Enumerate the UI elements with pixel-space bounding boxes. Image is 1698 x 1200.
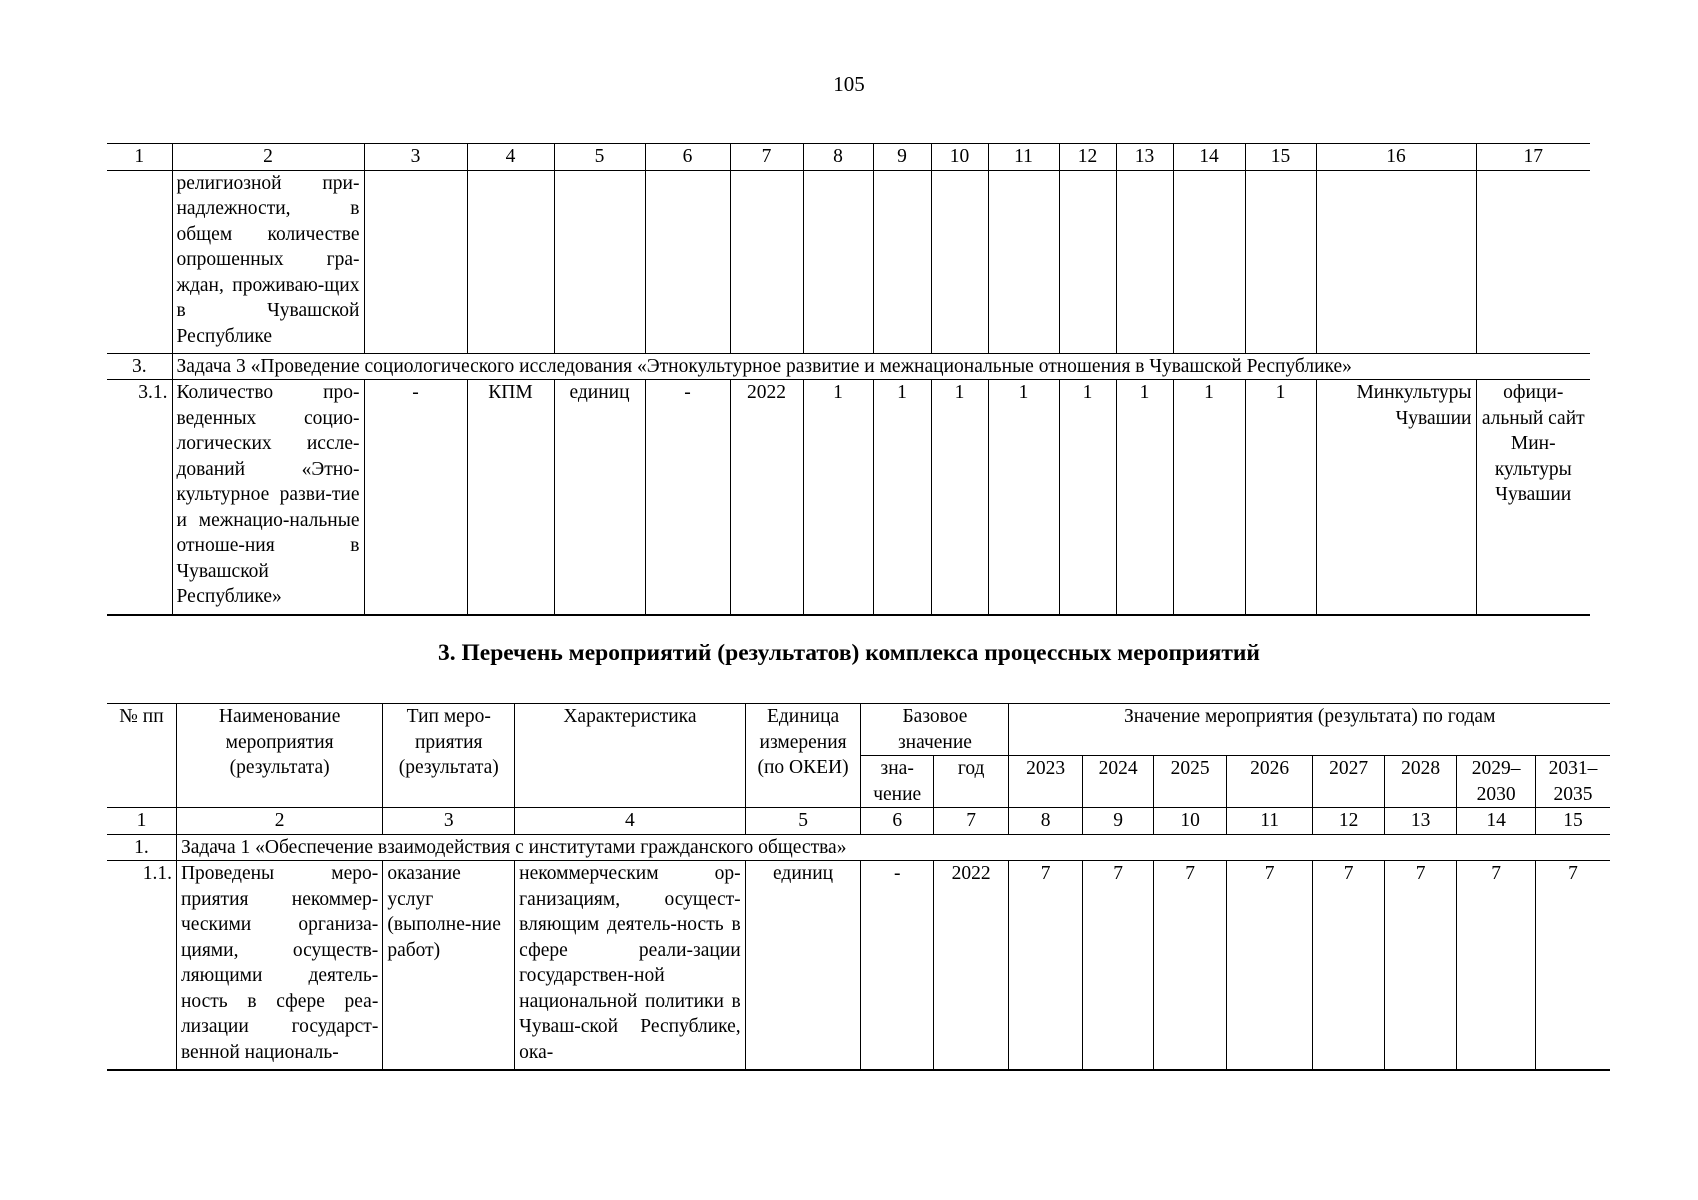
column-number: 14 — [1457, 808, 1536, 835]
indicator-value: 1 — [1116, 380, 1173, 615]
indicator-col3: - — [364, 380, 467, 615]
indicator-number: 3.1. — [107, 380, 172, 615]
page-number: 105 — [833, 72, 865, 96]
activity-row — [107, 861, 1610, 1070]
header-year: 2024 — [1082, 756, 1153, 808]
header-base-year-sub: год — [933, 756, 1009, 808]
indicator-type: КПМ — [467, 380, 554, 615]
section-heading: 3. Перечень мероприятий (результатов) комплекса процессных мероприятий — [438, 640, 1260, 666]
task-number: 1. — [107, 834, 176, 861]
header-year: 2029–2030 — [1457, 756, 1536, 808]
header-values-by-year: Значение мероприятия (результата) по годам — [1009, 704, 1610, 756]
header-year: 2025 — [1154, 756, 1226, 808]
column-number: 13 — [1116, 144, 1173, 171]
activity-value: 7 — [1535, 861, 1610, 1070]
indicators-table — [107, 143, 1590, 616]
column-number: 13 — [1384, 808, 1456, 835]
responsible-executor: Минкультуры Чувашии — [1316, 380, 1476, 615]
activity-value: 7 — [1457, 861, 1536, 1070]
indicator-row — [107, 380, 1590, 615]
indicator-value: 1 — [988, 380, 1059, 615]
column-number: 1 — [107, 144, 172, 171]
information-source: офици-альный сайт Мин-культуры Чувашии — [1476, 380, 1590, 615]
header-year: 2026 — [1226, 756, 1313, 808]
header-unit: Единица измерения (по ОКЕИ) — [745, 704, 861, 808]
activity-value: 7 — [1313, 861, 1384, 1070]
column-number: 1 — [107, 808, 176, 835]
column-number: 9 — [1082, 808, 1153, 835]
column-number-row — [107, 144, 1590, 171]
task-row — [107, 834, 1610, 861]
column-number: 6 — [861, 808, 933, 835]
activity-unit: единиц — [745, 861, 861, 1070]
column-number: 15 — [1535, 808, 1610, 835]
column-number: 12 — [1313, 808, 1384, 835]
column-number: 4 — [515, 808, 746, 835]
column-number: 16 — [1316, 144, 1476, 171]
column-number: 9 — [873, 144, 931, 171]
continued-indicator-row — [107, 170, 1590, 353]
indicator-unit: единиц — [554, 380, 645, 615]
column-number: 10 — [1154, 808, 1226, 835]
column-number: 12 — [1059, 144, 1116, 171]
column-number: 10 — [931, 144, 988, 171]
indicator-value: 1 — [873, 380, 931, 615]
header-year: 2023 — [1009, 756, 1082, 808]
activity-value: 7 — [1082, 861, 1153, 1070]
indicator-value: 1 — [803, 380, 873, 615]
activity-value: 7 — [1154, 861, 1226, 1070]
activity-value: 7 — [1009, 861, 1082, 1070]
indicator-base-year: 2022 — [730, 380, 803, 615]
column-number: 14 — [1173, 144, 1245, 171]
activity-type: оказание услуг (выполне-ние работ) — [383, 861, 515, 1070]
column-number: 17 — [1476, 144, 1590, 171]
activity-number: 1.1. — [107, 861, 176, 1070]
header-row — [107, 704, 1610, 756]
indicator-base-value: - — [645, 380, 730, 615]
column-number: 3 — [383, 808, 515, 835]
column-number: 5 — [745, 808, 861, 835]
header-base-value-sub: зна-чение — [861, 756, 933, 808]
column-number: 5 — [554, 144, 645, 171]
indicator-name-continued: религиозной при-надлежности, в общем количестве опрошенных гра-ждан, проживаю-щих в Чувашской Республике — [172, 170, 364, 353]
task-number: 3. — [107, 353, 172, 380]
column-number-row — [107, 808, 1610, 835]
column-number: 3 — [364, 144, 467, 171]
column-number: 8 — [803, 144, 873, 171]
header-base-value: Базовое значение — [861, 704, 1009, 756]
indicator-name: Количество про-веденных социо-логических иссле-дований «Этно-культурное разви-тие и межнацио-нальные отноше-ния в Чувашской Республике» — [172, 380, 364, 615]
activity-value: 7 — [1384, 861, 1456, 1070]
indicator-value: 1 — [1245, 380, 1316, 615]
column-number: 15 — [1245, 144, 1316, 171]
header-type: Тип меро-приятия (результата) — [383, 704, 515, 808]
activity-value: 7 — [1226, 861, 1313, 1070]
column-number: 7 — [933, 808, 1009, 835]
task-row — [107, 353, 1590, 380]
activity-base-year: 2022 — [933, 861, 1009, 1070]
column-number: 11 — [988, 144, 1059, 171]
header-characteristic: Характеристика — [515, 704, 746, 808]
activities-table — [107, 703, 1610, 1071]
activity-characteristic: некоммерческим ор-ганизациям, осущест-вляющим деятель-ность в сфере реали-зации государствен-ной национальной политики в Чуваш-ской Республике, ока- — [515, 861, 746, 1070]
indicator-value: 1 — [1173, 380, 1245, 615]
column-number: 2 — [176, 808, 382, 835]
column-number: 6 — [645, 144, 730, 171]
activity-name: Проведены меро-приятия некоммер-ческими организа-циями, осуществ-ляющими деятель-ность в сфере реа-лизации государст-венной националь- — [176, 861, 382, 1070]
indicator-value: 1 — [1059, 380, 1116, 615]
indicator-value: 1 — [931, 380, 988, 615]
header-year: 2028 — [1384, 756, 1456, 808]
column-number: 2 — [172, 144, 364, 171]
column-number: 8 — [1009, 808, 1082, 835]
column-number: 4 — [467, 144, 554, 171]
activity-base-value: - — [861, 861, 933, 1070]
header-name: Наименование мероприятия (результата) — [176, 704, 382, 808]
task-text: Задача 1 «Обеспечение взаимодействия с институтами гражданского общества» — [176, 834, 1610, 861]
header-year: 2027 — [1313, 756, 1384, 808]
header-number: № пп — [107, 704, 176, 808]
column-number: 11 — [1226, 808, 1313, 835]
header-year: 2031–2035 — [1535, 756, 1610, 808]
column-number: 7 — [730, 144, 803, 171]
task-text: Задача 3 «Проведение социологического исследования «Этнокультурное развитие и межнациональные отношения в Чувашской Республике» — [172, 353, 1590, 380]
